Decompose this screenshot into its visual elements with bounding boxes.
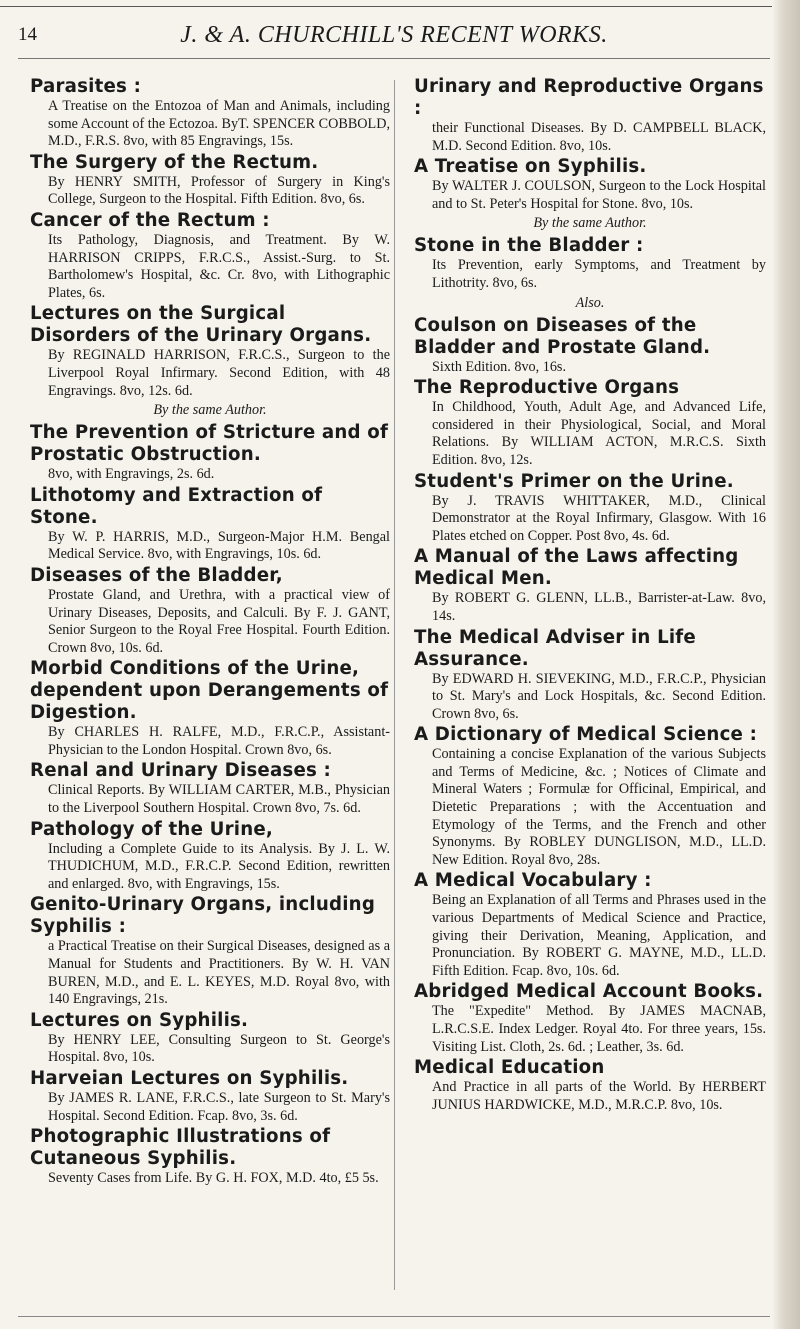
book-entry	[414, 156, 766, 213]
book-title: A Manual of the Laws affecting Medical Men.	[414, 546, 739, 590]
book-description: By JAMES R. LANE, F.R.C.S., late Surgeon to St. Mary's Hospital. Second Edition. Fcap. 8vo, 3s. 6d.	[48, 1090, 390, 1124]
book-description: Including a Complete Guide to its Analysis. By J. L. W. THUDICHUM, M.D., F.R.C.P. Second Edition, rewritten and enlarged. 8vo, with Engravings, 15s.	[48, 840, 390, 892]
book-entry	[30, 658, 390, 759]
book-title: Medical Education	[414, 1057, 605, 1079]
book-entry	[414, 627, 766, 724]
right-column	[414, 76, 766, 1115]
book-description: By W. P. HARRIS, M.D., Surgeon-Major H.M. Bengal Medical Service. 8vo, with Engravings, 10s. 6d.	[48, 528, 390, 563]
book-title: Harveian Lectures on Syphilis.	[30, 1068, 349, 1089]
book-title: Morbid Conditions of the Urine, dependent upon Derangements of Digestion.	[30, 658, 389, 724]
book-title: A Dictionary of Medical Science :	[414, 724, 758, 746]
book-description: By WALTER J. COULSON, Surgeon to the Lock Hospital and to St. Peter's Hospital for Stone. 8vo, 10s.	[432, 178, 766, 212]
bottom-rule	[18, 1316, 770, 1317]
byline-note: Also.	[575, 294, 605, 311]
book-description: A Treatise on the Entozoa of Man and Animals, including some Account of the Ectozoa. ByT. SPENCER COBBOLD, M.D., F.R.S. 8vo, with 85 Engravings, 15s.	[48, 98, 390, 150]
book-description: By J. TRAVIS WHITTAKER, M.D., Clinical Demonstrator at the Royal Infirmary, Glasgow. With 16 Plates etched on Copper. Post 8vo, 4s. 6d.	[432, 492, 766, 544]
book-entry	[414, 870, 766, 980]
book-description: By REGINALD HARRISON, F.R.C.S., Surgeon to the Liverpool Royal Infirmary. Second Edition, with 48 Engravings. 8vo, 12s. 6d.	[48, 347, 390, 399]
book-entry	[30, 210, 390, 302]
book-title: Abridged Medical Account Books.	[414, 981, 764, 1003]
book-title: The Reproductive Organs	[414, 377, 680, 399]
book-title: A Medical Vocabulary :	[414, 870, 652, 892]
book-title: Renal and Urinary Diseases :	[30, 760, 332, 782]
running-title: J. & A. CHURCHILL'S RECENT WORKS.	[180, 22, 608, 48]
byline-note: By the same Author.	[533, 215, 647, 232]
book-entry	[30, 152, 390, 209]
book-description: Seventy Cases from Life. By G. H. FOX, M.D. 4to, £5 5s.	[48, 1170, 379, 1187]
book-entry	[414, 1057, 766, 1114]
book-entry	[30, 485, 390, 564]
book-entry	[30, 303, 390, 400]
book-title: The Medical Adviser in Life Assurance.	[414, 626, 696, 670]
book-entry	[30, 760, 390, 817]
book-entry	[414, 471, 766, 546]
book-title: Lithotomy and Extraction of Stone.	[30, 484, 323, 528]
book-entry	[414, 981, 766, 1056]
book-title: Student's Primer on the Urine.	[414, 470, 734, 492]
book-entry	[30, 565, 390, 657]
book-entry	[30, 894, 390, 1008]
book-description: 8vo, with Engravings, 2s. 6d.	[48, 466, 215, 483]
left-column	[30, 76, 390, 1189]
book-description: By HENRY SMITH, Professor of Surgery in King's College, Surgeon to the Hospital. Fifth Edition. 8vo, 6s.	[48, 173, 390, 208]
header-rule	[18, 58, 770, 59]
column-divider	[394, 80, 395, 1290]
byline-note: By the same Author.	[153, 402, 267, 419]
top-edge-rule	[0, 6, 800, 7]
book-title: Diseases of the Bladder,	[30, 564, 283, 586]
book-entry	[414, 76, 766, 155]
page-number: 14	[18, 24, 37, 45]
book-title: The Surgery of the Rectum.	[30, 151, 319, 173]
book-description: a Practical Treatise on their Surgical Diseases, designed as a Manual for Students and Practitioners. By W. H. VAN BUREN, M.D., and E. L. KEYES, M.D. Royal 8vo, with 140 Engravings, 21s.	[48, 938, 390, 1008]
book-description: By EDWARD H. SIEVEKING, M.D., F.R.C.P., Physician to St. Mary's and Lock Hospitals, &c. Second Edition. Crown 8vo, 6s.	[432, 670, 766, 722]
page-edge-shadow	[772, 0, 800, 1329]
book-title: Cancer of the Rectum :	[30, 209, 270, 231]
book-description: In Childhood, Youth, Adult Age, and Advanced Life, considered in their Physiological, Social, and Moral Relations. By WILLIAM ACTON, M.R.C.S. Sixth Edition. 8vo, 12s.	[432, 399, 766, 468]
book-entry	[414, 235, 766, 292]
book-title: Coulson on Diseases of the Bladder and Prostate Gland.	[414, 314, 711, 358]
book-title: A Treatise on Syphilis.	[414, 156, 647, 178]
book-description: And Practice in all parts of the World. By HERBERT JUNIUS HARDWICKE, M.D., M.R.C.P. 8vo, 10s.	[432, 1079, 766, 1113]
book-entry	[414, 546, 766, 625]
book-title: The Prevention of Stricture and of Prostatic Obstruction.	[30, 422, 389, 466]
book-title: Lectures on the Surgical Disorders of the Urinary Organs.	[30, 303, 372, 347]
book-entry	[30, 422, 390, 484]
book-title: Urinary and Reproductive Organs :	[414, 76, 764, 119]
book-entry	[414, 315, 766, 377]
book-description: Sixth Edition. 8vo, 16s.	[432, 358, 567, 375]
book-title: Parasites :	[30, 76, 142, 97]
book-title: Stone in the Bladder :	[414, 235, 644, 257]
book-description: By CHARLES H. RALFE, M.D., F.R.C.P., Assistant-Physician to the London Hospital. Crown 8vo, 6s.	[48, 724, 390, 758]
book-entry	[30, 819, 390, 894]
book-description: Containing a concise Explanation of the various Subjects and Terms of Medicine, &c. ; Notices of Climate and Mineral Waters ; Formulæ for Officinal, Empirical, and Dietetic Preparations ; with the Accentuation and Etymology of the Terms, and the French and other Synonyms. By ROBLEY DUNGLISON, M.D., LL.D. New Edition. Royal 8vo, 28s.	[432, 746, 766, 868]
book-description: By ROBERT G. GLENN, LL.B., Barrister-at-Law. 8vo, 14s.	[432, 590, 766, 624]
page-header	[18, 22, 770, 52]
book-entry	[414, 724, 766, 869]
book-title: Photographic Illustrations of Cutaneous Syphilis.	[30, 1126, 331, 1170]
book-description: Its Pathology, Diagnosis, and Treatment. By W. HARRISON CRIPPS, F.R.C.S., Assist.-Surg. to St. Bartholomew's Hospital, &c. Cr. 8vo, with Lithographic Plates, 6s.	[48, 231, 390, 301]
book-title: Pathology of the Urine,	[30, 818, 273, 840]
book-entry	[30, 1068, 390, 1125]
book-entry	[414, 377, 766, 469]
book-description: Prostate Gland, and Urethra, with a practical view of Urinary Diseases, Deposits, and Calculi. By F. J. GANT, Senior Surgeon to the Royal Free Hospital. Fourth Edition. Crown 8vo, 10s. 6d.	[48, 586, 390, 656]
book-entry	[30, 1010, 390, 1067]
book-title: Lectures on Syphilis.	[30, 1009, 249, 1031]
book-description: Being an Explanation of all Terms and Phrases used in the various Departments of Medical Science and Practice, giving their Derivation, Meaning, Application, and Pronunciation. By ROBERT G. MAYNE, M.D., LL.D. Fifth Edition. Fcap. 8vo, 10s. 6d.	[432, 892, 766, 979]
book-description: Clinical Reports. By WILLIAM CARTER, M.B., Physician to the Liverpool Southern Hospital. Crown 8vo, 7s. 6d.	[48, 782, 390, 817]
book-description: By HENRY LEE, Consulting Surgeon to St. George's Hospital. 8vo, 10s.	[48, 1031, 390, 1066]
book-description: their Functional Diseases. By D. CAMPBELL BLACK, M.D. Second Edition. 8vo, 10s.	[432, 120, 766, 154]
book-description: Its Prevention, early Symptoms, and Treatment by Lithotrity. 8vo, 6s.	[432, 257, 766, 291]
book-title: Genito-Urinary Organs, including Syphilis :	[30, 894, 376, 938]
book-description: The "Expedite" Method. By JAMES MACNAB, L.R.C.S.E. Index Ledger. Royal 4to. For three years, 15s. Visiting List. Cloth, 2s. 6d. ; Leather, 3s. 6d.	[432, 1003, 766, 1055]
book-entry	[30, 1126, 390, 1188]
book-entry	[30, 76, 390, 151]
